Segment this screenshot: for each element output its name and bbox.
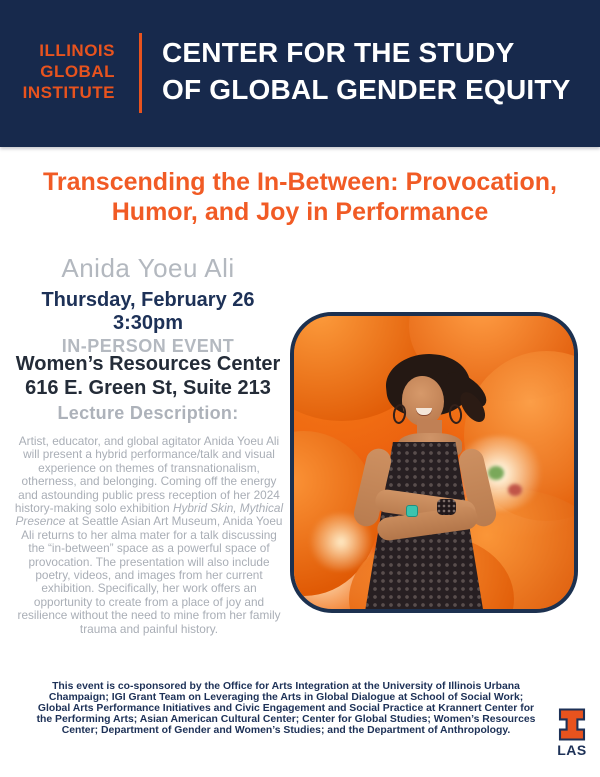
vertical-divider	[139, 33, 142, 113]
header-banner	[0, 0, 600, 147]
institute-wordmark	[18, 40, 115, 103]
lecture-description	[14, 435, 284, 636]
center-name-line2: OF GLOBAL GENDER EQUITY	[162, 74, 571, 105]
wordmark-line: INSTITUTE	[22, 83, 115, 102]
lecture-description-label: Lecture Description:	[57, 403, 239, 423]
person-face	[402, 376, 444, 426]
center-name-line1: CENTER FOR THE STUDY	[162, 37, 515, 68]
wordmark-line: ILLINOIS	[39, 41, 115, 60]
event-date: Thursday, February 26	[41, 289, 255, 311]
center-name	[162, 34, 571, 108]
las-logo-text: LAS	[557, 742, 587, 758]
exhibition-title: Hybrid Skin, Mythical Presence	[15, 501, 284, 529]
event-address: 616 E. Green St, Suite 213	[25, 377, 271, 399]
illinois-block-i-logo	[557, 708, 587, 741]
event-time: 3:30pm	[112, 312, 184, 334]
background-figure	[508, 484, 522, 496]
turquoise-ring	[406, 505, 418, 517]
speaker-name: Anida Yoeu Ali	[61, 253, 235, 283]
bracelet	[437, 499, 456, 515]
sponsor-text: This event is co-sponsored by the Office for Arts Integration at the University of Illinois Urbana Champaign; IGI Grant Team on Leveraging the Arts in Global Dialogue at School of Social Work; Global Arts Performance Initiatives and Civic Engagement and Social Practice at Krannert Center for the Performing Arts; Asian American Cultural Center; Center for Global Studies; Women’s Resources Center; Department of Gender and Women’s Studies; and the Department of Anthropology.	[36, 681, 536, 736]
description-text: Artist, educator, and global agitator Anida Yoeu Ali will present a hybrid performance/talk and visual experience on themes of transnationalism, otherness, and belonging. Coming off the energy and astounding public press reception of her 2024 history-making solo exhibition	[14, 434, 280, 516]
event-title: Transcending the In-Between: Provocation, Humor, and Joy in Performance	[43, 168, 557, 226]
background-figure	[488, 466, 504, 480]
event-venue: Women’s Resources Center	[15, 353, 281, 375]
description-text: at Seattle Asian Art Museum, Anida Yoeu Ali returns to her alma mater for a talk discussing the “in-between” space as a powerful space of provocation. The presentation will also include poetry, videos, and images from her current exhibition. Specifically, her work offers an opportunity to create from a place of joy and resilience without the need to mine from her family trauma and painful history.	[17, 514, 283, 636]
speaker-photo	[290, 312, 578, 613]
event-format: IN-PERSON EVENT	[61, 336, 235, 356]
wordmark-line: GLOBAL	[40, 62, 115, 81]
